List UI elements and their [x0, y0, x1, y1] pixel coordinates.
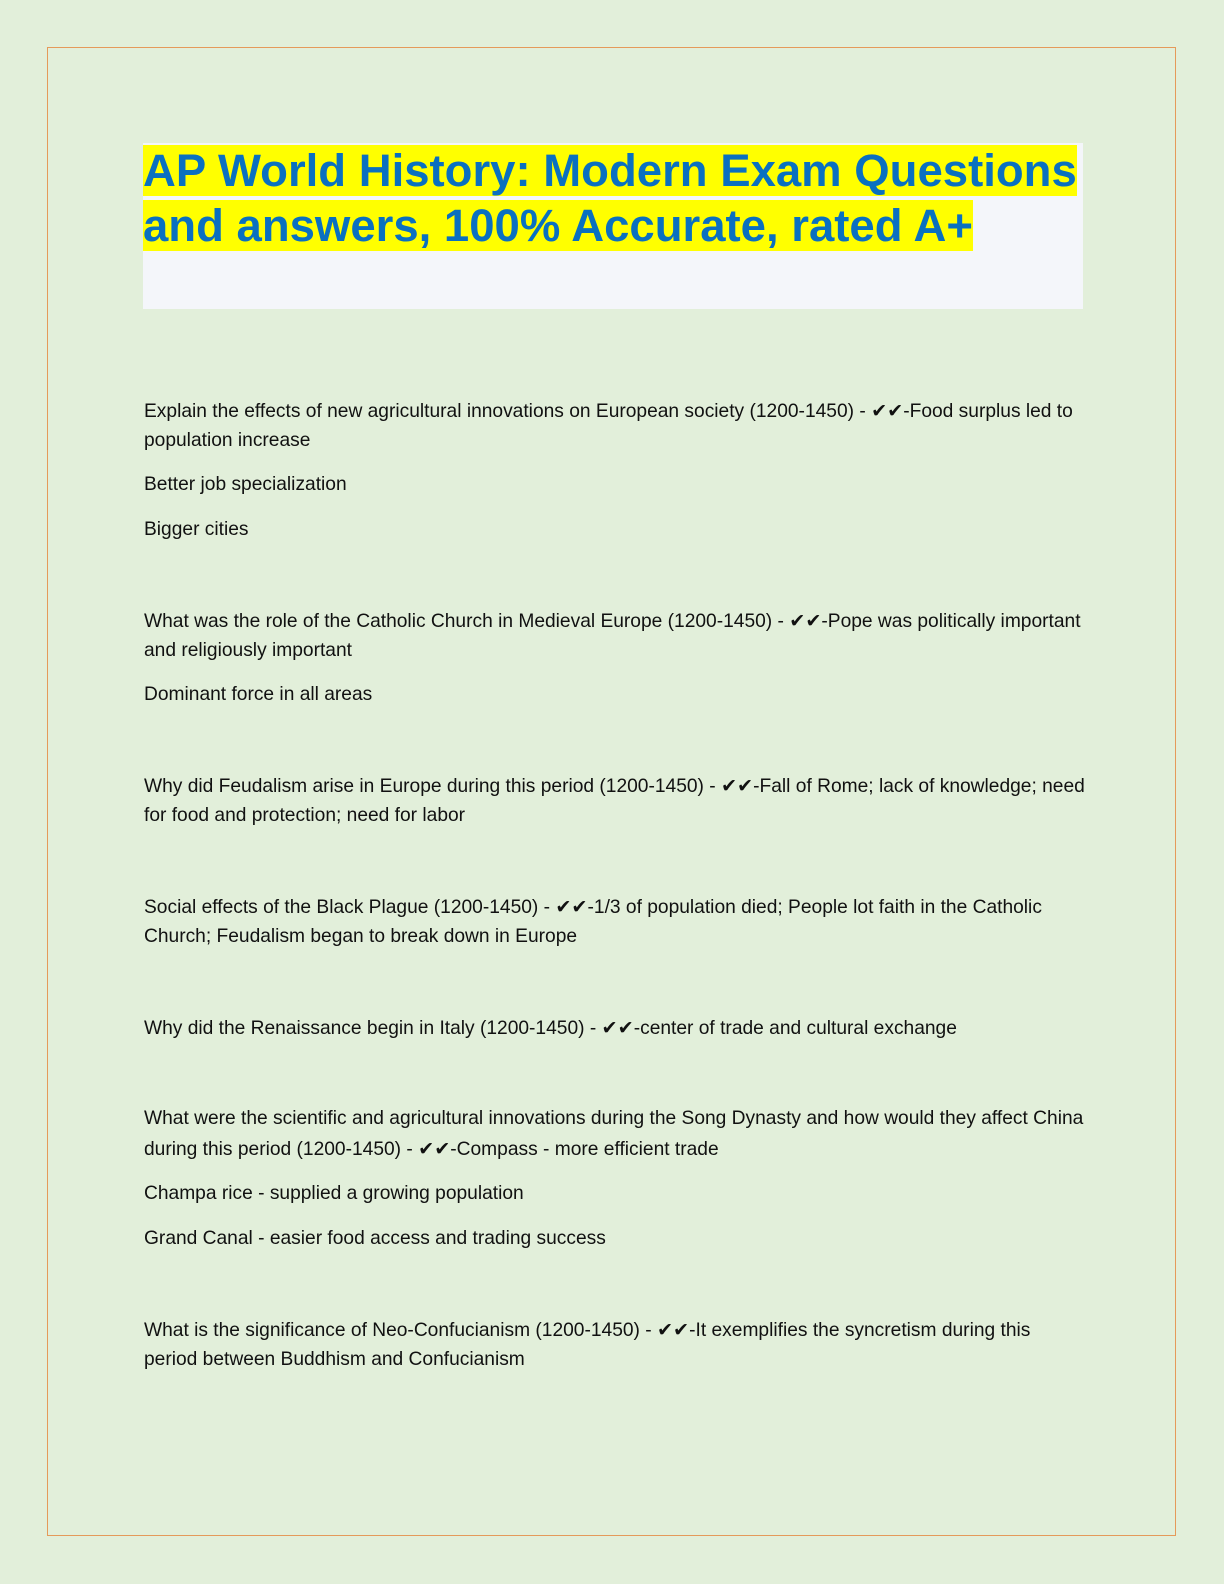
document-title: [143, 143, 1083, 253]
qa-6-extra-1: Champa rice - supplied a growing population: [144, 1183, 524, 1204]
qa-3-question: Why did Feudalism arise in Europe during this period (1200-1450) - ✔✔-Fall of Rome; lack of knowledge; need for food and protection; need for labor: [144, 776, 1091, 826]
qa-1-question: Explain the effects of new agricultural innovations on European society (1200-1450) - ✔✔-Food surplus led to population increase: [144, 401, 1079, 451]
qa-4-question: Social effects of the Black Plague (1200-1450) - ✔✔-1/3 of population died; People lot faith in the Catholic Church; Feudalism began to break down in Europe: [144, 897, 1048, 947]
qa-5-question: Why did the Renaissance begin in Italy (1200-1450) - ✔✔-center of trade and cultural exchange: [144, 1018, 957, 1039]
qa-2-extra-1: Dominant force in all areas: [144, 684, 373, 705]
qa-1-extra-2: Bigger cities: [144, 519, 249, 540]
qa-6-question: What were the scientific and agricultural innovations during the Song Dynasty and how would they affect China during this period (1200-1450) - ✔✔-Compass - more efficient trade: [144, 1108, 1089, 1160]
qa-7-question: What is the significance of Neo-Confucianism (1200-1450) - ✔✔-It exemplifies the syncretism during this period between Buddhism and Confucianism: [144, 1320, 1036, 1370]
title-highlight: AP World History: Modern Exam Questions and answers, 100% Accurate, rated A+: [143, 145, 1077, 251]
qa-6-extra-2: Grand Canal - easier food access and trading success: [144, 1228, 606, 1249]
qa-2-question: What was the role of the Catholic Church in Medieval Europe (1200-1450) - ✔✔-Pope was politically important and religiously important: [144, 611, 1086, 661]
title-block: [143, 143, 1083, 309]
qa-1-extra-1: Better job specialization: [144, 474, 347, 495]
